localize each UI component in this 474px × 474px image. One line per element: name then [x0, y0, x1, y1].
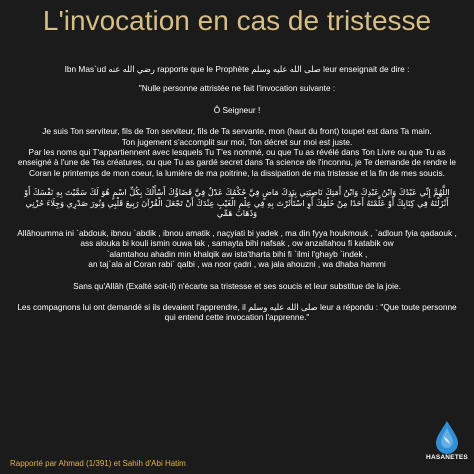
water-drop-logo-icon — [433, 420, 461, 454]
source-reference: Rapporté par Ahmad (1/391) et Sahih d'Abi Hatim — [10, 459, 186, 468]
logo-text: HASANETES — [426, 454, 468, 461]
invocation-text — [14, 64, 460, 323]
quote-intro: "Nulle personne attristée ne fait l'invocation suivante : — [138, 83, 336, 94]
transliteration-line-3: an taj`ala al Coran rabi` qalbi , wa noor çadri , wa jala ahouzni , wa dhaba hammi — [88, 259, 386, 270]
french-line-1: Je suis Ton serviteur, fils de Ton serviteur, fils de Ta servante, mon (haut du front) toupet est dans Ta main. — [42, 126, 432, 137]
page-title: L'invocation en cas de tristesse — [42, 5, 432, 36]
transliteration-line-2: `alamtahou ahadin min khalqik aw ista'tharta bihi fi `ilmi l'ghayb `indek , — [106, 248, 368, 259]
transliteration-line-1: Allâhoumma ini `abdouk, ibnou `abdik , ibnou amatik , naçyiati bi yadek , ma din fyya houkmouk , `adloun fyia qadaouk , ass alouka bi kouli ismin ouwa lak , samayta bihi nafsak , ow anzaltahou fi katabik ow — [17, 228, 457, 249]
outcome-paragraph: Sans qu'Allâh (Exalté soit-il) n'écarte sa tristesse et ses soucis et leur substitue de la joie. — [73, 280, 401, 291]
arabic-invocation: اللَّهُمَّ إِنِّي عَبْدُكَ وَابْنُ عَبْدِكَ وَابْنُ أَمَتِكَ نَاصِيَتِي بِيَدِكَ مَاضٍ فِيَّ حُكْمُكَ عَدْلٌ فِيَّ قَضَاؤُكَ أَسْأَلُكَ بِكُلِّ اسْمٍ هُوَ لَكَ سَمَّيْتَ بِهِ نَفْسَكَ أَوْ أَنْزَلْتَهُ فِي كِتَابِكَ أَوْ عَلَّمْتَهُ أَحَدًا مِنْ خَلْقِكَ أَوِ اسْتَأْثَرْتَ بِهِ فِي عِلْمِ الْغَيْبِ عِنْدَكَ أَنْ تَجْعَلَ الْقُرْآنَ رَبِيعَ قَلْبِي وَنُورَ صَدْرِي وَجِلَاءَ حُزْنِي وَذَهَابَ هَمِّي — [24, 187, 450, 219]
hasanetes-logo — [425, 420, 469, 470]
french-line-2: Ton jugement s'accomplit sur moi, Ton décret sur moi est juste. — [121, 136, 353, 147]
call-line: Ô Seigneur ! — [213, 104, 261, 115]
french-line-3: Par les noms qui T'appartiennent avec lesquels Tu T'es nommé, ou que Tu as révélé dans Ton Livre ou que Tu as enseigné à l'une de Tes créatures, ou que Tu as gardé secret dans Ta science de l'inconnu, je Te demande de rendre le Coran le printemps de mon coeur, la lumière de ma poitrine, la dissipation de ma tristesse et la fin de mes soucis. — [17, 147, 457, 178]
intro-paragraph: Ibn Mas`ud رضي الله عنه rapporte que le Prophète صلى الله عليه وسلم leur enseignait de dire : — [64, 64, 410, 74]
companions-paragraph: Les compagnons lui ont demandé si ils devaient l'apprendre, il صلى الله عليه وسلم leur a répondu : "Que toute personne qui entend cette invocation l'apprenne." — [17, 302, 457, 323]
